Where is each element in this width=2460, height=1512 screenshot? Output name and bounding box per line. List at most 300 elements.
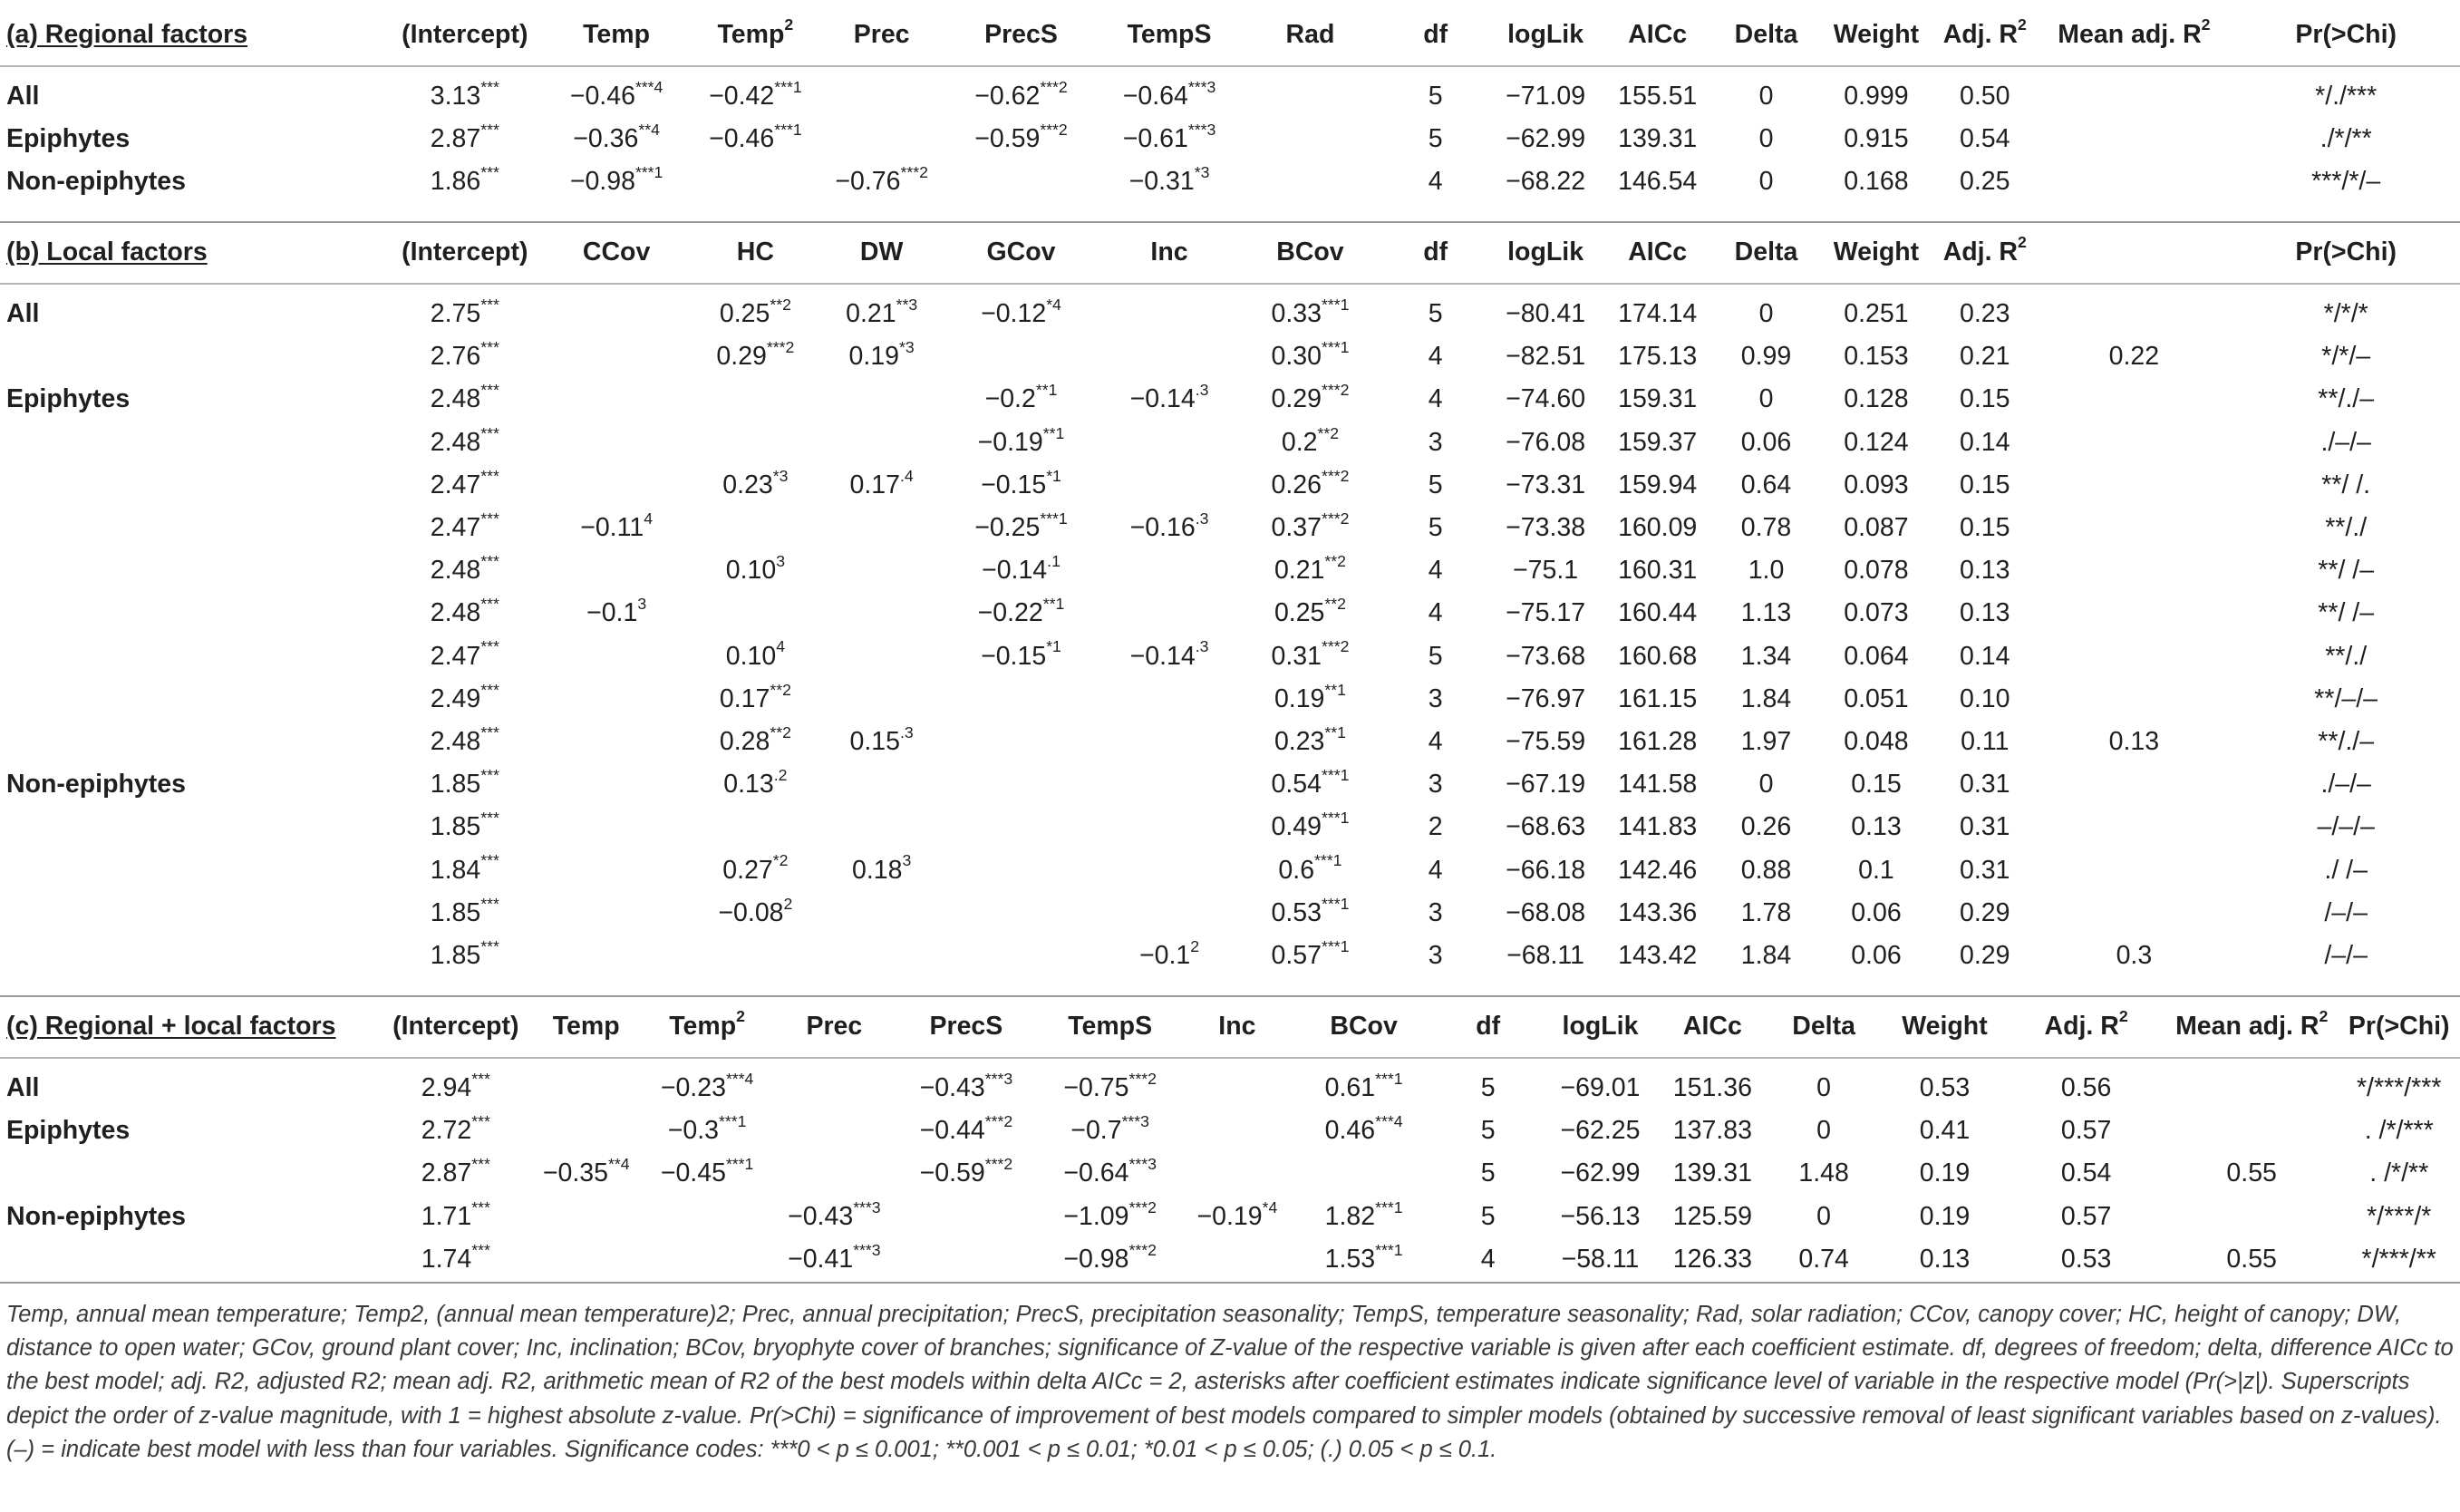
cell-value: */***/**	[2361, 1244, 2436, 1274]
table-cell	[379, 1058, 532, 1110]
cell-value: 3	[1428, 940, 1443, 970]
section-title: (c) Regional + local factors	[6, 1011, 336, 1041]
cell-value: 2.48	[430, 384, 481, 414]
table-cell	[2232, 66, 2460, 118]
table-cell	[1602, 335, 1713, 378]
table-cell	[379, 1152, 532, 1195]
cell-value: 4	[1428, 556, 1443, 586]
table-cell	[386, 848, 543, 891]
cell-value: 0.999	[1844, 82, 1909, 111]
cell-value: −80.41	[1506, 299, 1586, 329]
table-cell	[1541, 1110, 1660, 1152]
table-cell	[2232, 422, 2460, 464]
cell-significance: ***	[471, 1155, 490, 1174]
table-cell	[895, 1058, 1039, 1110]
cell-value: 0	[1816, 1073, 1832, 1103]
table-cell	[1933, 118, 2036, 160]
cell-value: 0.2	[1281, 427, 1318, 457]
table-cell	[1766, 1152, 1883, 1195]
cell-significance: **2	[770, 722, 791, 741]
column-header: Mean adj. $R^2$	[2175, 1007, 2329, 1041]
cell-value: 0.073	[1844, 598, 1909, 628]
table-cell	[1239, 935, 1382, 977]
cell-value: 0.26	[1740, 812, 1792, 842]
table-cell	[543, 66, 690, 118]
table-cell	[386, 284, 543, 335]
table-cell	[543, 763, 690, 806]
column-header: (Intercept)	[392, 1011, 519, 1041]
table-cell	[1381, 422, 1489, 464]
cell-significance: ***2	[1321, 381, 1350, 400]
table-cell	[821, 892, 943, 935]
table-cell	[2036, 635, 2232, 678]
table-cell	[543, 464, 690, 507]
table-row	[0, 1058, 2460, 1110]
table-cell	[1883, 1196, 2008, 1238]
section-divider	[0, 221, 2460, 223]
cell-value: 4	[1428, 726, 1443, 756]
table-cell	[543, 721, 690, 763]
row-group-label	[0, 422, 386, 464]
cell-significance: **2	[1317, 423, 1340, 442]
cell-value: 159.31	[1618, 384, 1698, 414]
table-cell	[690, 935, 821, 977]
column-header: Prec	[806, 1011, 863, 1041]
cell-value: 0.21	[1274, 556, 1325, 586]
table-cell	[2036, 721, 2232, 763]
table-cell	[943, 721, 1100, 763]
table-cell	[2036, 549, 2232, 592]
table-cell	[2338, 1238, 2460, 1281]
column-header: Adj. $R^2$	[1942, 233, 2027, 267]
cell-value: 0.29	[1271, 384, 1322, 414]
table-row	[0, 1238, 2460, 1281]
table-header-row	[0, 995, 2460, 1058]
column-header: Weight	[1833, 237, 1920, 267]
cell-value: 0.17	[849, 470, 901, 499]
table-cell	[1660, 1238, 1765, 1281]
cell-value: 0.15	[1851, 770, 1902, 800]
column-header: DW	[859, 237, 904, 267]
cell-significance: **1	[1324, 722, 1346, 741]
cell-value: **/ /–	[2318, 598, 2375, 628]
cell-value: 5	[1428, 124, 1443, 154]
table-cell	[1602, 284, 1713, 335]
cell-value: 0.13	[723, 770, 774, 800]
cell-value: 1.84	[430, 855, 481, 885]
cell-value: 2.47	[430, 470, 481, 499]
cell-value: 0.168	[1844, 167, 1909, 197]
table-cell	[2036, 464, 2232, 507]
column-header: AICc	[1628, 237, 1688, 267]
cell-value: −74.60	[1506, 384, 1586, 414]
table-cell	[1819, 592, 1933, 635]
table-cell	[1099, 806, 1238, 848]
cell-value: 0.124	[1844, 427, 1909, 457]
section-title: (a) Regional factors	[6, 19, 248, 49]
cell-value: 0.10	[1960, 683, 2010, 713]
table-row	[0, 66, 2460, 118]
column-header: BCov	[1330, 1011, 1398, 1041]
table-cell	[1489, 549, 1602, 592]
cell-value: 4	[1428, 598, 1443, 628]
cell-value: 0.1	[1858, 855, 1894, 885]
column-header: CCov	[582, 237, 651, 267]
table-cell	[1293, 1152, 1436, 1195]
table-row	[0, 378, 2460, 421]
table-cell	[543, 592, 690, 635]
cell-value: 0.06	[1851, 897, 1902, 927]
table-cell	[1099, 507, 1238, 549]
row-group-label	[0, 1238, 379, 1281]
table-cell	[1713, 848, 1819, 891]
table-cell	[1038, 1110, 1182, 1152]
cell-value: 0.19	[1919, 1201, 1971, 1231]
cell-value: −0.08	[718, 897, 784, 927]
row-group-label	[0, 806, 386, 848]
cell-value: 2.48	[430, 726, 481, 756]
table-cell	[943, 892, 1100, 935]
column-header: TempS	[1127, 19, 1212, 49]
table-cell	[2232, 160, 2460, 203]
table-cell	[1933, 160, 2036, 203]
table-cell	[1489, 848, 1602, 891]
table-cell	[2036, 892, 2232, 935]
cell-value: 0.13	[1851, 812, 1902, 842]
table-row	[0, 592, 2460, 635]
cell-value: 0	[1816, 1201, 1832, 1231]
cell-value: −0.19	[1196, 1201, 1263, 1231]
column-header: BCov	[1276, 237, 1344, 267]
cell-value: **/ /.	[2321, 470, 2371, 499]
column-header: Prec	[853, 19, 910, 49]
table-cell	[690, 507, 821, 549]
row-group-label	[0, 335, 386, 378]
cell-value: 0.15	[1960, 384, 2010, 414]
column-header: Delta	[1734, 19, 1798, 49]
cell-value: 0.31	[1960, 855, 2010, 885]
table-cell	[1713, 66, 1819, 118]
cell-value: −0.25	[974, 513, 1041, 543]
table-cell	[2036, 422, 2232, 464]
cell-value: 0.74	[1798, 1244, 1849, 1274]
cell-value: */*/–	[2321, 342, 2371, 372]
row-group-label: Epiphytes	[6, 384, 131, 414]
table-cell	[1541, 1152, 1660, 1195]
row-group-label	[0, 464, 386, 507]
cell-significance: ***2	[1321, 637, 1350, 656]
cell-value: −68.22	[1506, 167, 1586, 197]
table-cell	[1239, 160, 1382, 203]
table-cell	[386, 507, 543, 549]
cell-value: 1.86	[430, 167, 481, 197]
table-cell	[1381, 549, 1489, 592]
cell-significance: ***	[480, 121, 499, 140]
table-cell	[1239, 549, 1382, 592]
table-cell	[690, 160, 821, 203]
cell-value: –/–/–	[2317, 812, 2375, 842]
table-cell	[690, 635, 821, 678]
table-cell	[1381, 464, 1489, 507]
cell-significance: 3	[776, 552, 786, 571]
column-header: Mean adj. $R^2$	[2058, 15, 2211, 49]
cell-value: −0.15	[981, 470, 1047, 499]
row-group-label	[0, 592, 386, 635]
table-cell	[1381, 848, 1489, 891]
table-cell	[943, 763, 1100, 806]
cell-significance: **4	[608, 1155, 630, 1174]
table-cell	[1933, 678, 2036, 721]
cell-significance: **2	[1324, 552, 1346, 571]
footnote-text: Temp, annual mean temperature; Temp2, (annual mean temperature)2; Prec, annual precipitation; PrecS, precipitation seasonality; TempS, temperature seasonality; Rad, solar radiation; CCov, canopy cover; HC, height of canopy; DW, distance to open water; GCov, ground plant cover; Inc, inclination; BCov, bryophyte cover of branches; significance of Z-value of the respective variable is given after each coefficient estimate. df, degrees of freedom; delta, difference AICc to the best model; adj. R2, adjusted R2; mean adj. R2, arithmetic mean of R2 of the best models within delta AICc = 2, asterisks after coefficient estimates indicate significance level of variable in the respective model (Pr(>|z|). Superscripts depict the order of z-value magnitude, with 1 = highest absolute z-value. Pr(>Chi) = significance of improvement of best models compared to simpler models (obtained by successive removal of least significant variables based on z-values). (–) = indicate best model with less than four variables. Significance codes: ***0 < p ≤ 0.001; **0.001 < p ≤ 0.01; *0.01 < p ≤ 0.05; (.) 0.05 < p ≤ 0.1.	[6, 1302, 2454, 1462]
table-cell	[1489, 160, 1602, 203]
cell-value: 0	[1758, 299, 1774, 329]
table-cell	[1099, 678, 1238, 721]
cell-value: 2.47	[430, 513, 481, 543]
table-row	[0, 284, 2460, 335]
column-header: (Intercept)	[402, 19, 528, 49]
cell-value: −0.75	[1063, 1073, 1129, 1103]
table-cell	[1489, 507, 1602, 549]
table-cell	[1239, 892, 1382, 935]
table-cell	[1489, 284, 1602, 335]
cell-significance: *3	[899, 338, 915, 357]
row-group-label: All	[6, 299, 40, 329]
table-row	[0, 1110, 2460, 1152]
cell-value: −0.11	[580, 513, 644, 543]
cell-significance: ***2	[1321, 466, 1350, 485]
cell-value: 1.85	[430, 770, 481, 800]
table-cell	[2036, 507, 2232, 549]
cell-significance: ***	[480, 851, 499, 870]
table-cell	[821, 935, 943, 977]
cell-value: 141.83	[1618, 812, 1698, 842]
table-cell	[821, 464, 943, 507]
table-cell	[1933, 806, 2036, 848]
table-cell	[386, 160, 543, 203]
cell-significance: ***2	[1128, 1197, 1157, 1216]
table-cell	[386, 335, 543, 378]
cell-value: 0.3	[2116, 940, 2153, 970]
table-cell	[640, 1238, 774, 1281]
regional-local-factors-table	[0, 995, 2460, 1281]
cell-significance: ***1	[1375, 1197, 1403, 1216]
cell-value: 1.13	[1740, 598, 1792, 628]
table-row	[0, 507, 2460, 549]
cell-value: −0.76	[835, 167, 901, 197]
cell-value: */***/***	[2356, 1073, 2442, 1103]
table-cell	[1489, 66, 1602, 118]
table-cell	[2232, 118, 2460, 160]
table-cell	[379, 1110, 532, 1152]
table-cell	[1293, 1196, 1436, 1238]
table-cell	[1381, 763, 1489, 806]
table-cell	[895, 1238, 1039, 1281]
table-cell	[943, 806, 1100, 848]
cell-significance: ***1	[1375, 1240, 1403, 1259]
table-cell	[943, 66, 1100, 118]
cell-value: 174.14	[1618, 299, 1698, 329]
cell-value: −0.64	[1122, 82, 1188, 111]
cell-value: 0.15	[849, 726, 901, 756]
cell-value: 139.31	[1672, 1158, 1752, 1188]
cell-value: 0.33	[1271, 299, 1322, 329]
cell-value: 1.78	[1740, 897, 1792, 927]
cell-significance: .3	[1195, 637, 1209, 656]
table-cell	[821, 335, 943, 378]
table-cell	[1038, 1152, 1182, 1195]
table-cell	[1381, 592, 1489, 635]
table-cell	[386, 464, 543, 507]
table-cell	[1381, 284, 1489, 335]
cell-value: 1.34	[1740, 641, 1792, 671]
cell-value: −0.59	[974, 124, 1041, 154]
table-cell	[2232, 284, 2460, 335]
table-cell	[1933, 935, 2036, 977]
table-cell	[1933, 763, 2036, 806]
table-row	[0, 806, 2460, 848]
cell-value: 5	[1428, 470, 1443, 499]
cell-value: 0.53	[1919, 1073, 1971, 1103]
table-cell	[543, 635, 690, 678]
cell-value: −0.14	[1129, 641, 1196, 671]
table-cell	[2007, 1110, 2165, 1152]
row-group-label	[0, 1152, 379, 1195]
column-header: Adj. $R^2$	[1942, 15, 2027, 49]
cell-value: −62.99	[1506, 124, 1586, 154]
cell-significance: ***1	[725, 1155, 754, 1174]
table-cell	[2036, 335, 2232, 378]
cell-significance: ***1	[1321, 295, 1350, 314]
cell-value: 1.74	[421, 1244, 472, 1274]
table-cell	[1819, 335, 1933, 378]
table-cell	[543, 935, 690, 977]
cell-value: −0.3	[667, 1116, 719, 1146]
cell-value: 0.31	[1271, 641, 1322, 671]
table-cell	[1602, 678, 1713, 721]
cell-value: ./–/–	[2320, 427, 2371, 457]
cell-value: 0.25	[1960, 167, 2010, 197]
cell-significance: **1	[1042, 595, 1065, 614]
cell-value: 160.44	[1618, 598, 1698, 628]
table-cell	[2232, 935, 2460, 977]
table-cell	[1435, 1110, 1540, 1152]
table-cell	[1381, 66, 1489, 118]
cell-value: 146.54	[1618, 167, 1698, 197]
cell-value: −0.62	[974, 82, 1041, 111]
table-cell	[1933, 378, 2036, 421]
cell-value: 2.72	[421, 1116, 472, 1146]
table-cell	[2165, 1152, 2339, 1195]
cell-value: 0	[1758, 124, 1774, 154]
cell-significance: ***1	[634, 163, 663, 182]
table-cell	[1435, 1196, 1540, 1238]
table-cell	[1713, 422, 1819, 464]
cell-value: 0.54	[2060, 1158, 2112, 1188]
table-cell	[386, 378, 543, 421]
cell-value: 0.64	[1740, 470, 1792, 499]
table-cell	[1099, 335, 1238, 378]
table-cell	[386, 806, 543, 848]
table-cell	[774, 1152, 894, 1195]
table-cell	[690, 763, 821, 806]
cell-value: 143.42	[1618, 940, 1698, 970]
table-cell	[386, 678, 543, 721]
table-cell	[1602, 160, 1713, 203]
cell-value: 0.21	[846, 299, 896, 329]
cell-significance: 2	[1190, 936, 1200, 955]
table-cell	[1489, 635, 1602, 678]
cell-value: 0.99	[1740, 342, 1792, 372]
row-group-label	[0, 848, 386, 891]
table-cell	[1819, 284, 1933, 335]
cell-value: 0.41	[1919, 1116, 1971, 1146]
table-cell	[1099, 935, 1238, 977]
table-cell	[1239, 806, 1382, 848]
cell-value: 0.49	[1271, 812, 1322, 842]
cell-value: 142.46	[1618, 855, 1698, 885]
cell-value: 143.36	[1618, 897, 1698, 927]
cell-value: 5	[1428, 82, 1443, 111]
cell-value: 0.53	[1271, 897, 1322, 927]
cell-significance: ***	[480, 680, 499, 699]
cell-value: −0.41	[788, 1244, 854, 1274]
cell-value: 161.15	[1618, 683, 1698, 713]
cell-value: 0.18	[851, 855, 903, 885]
table-cell	[543, 549, 690, 592]
table-cell	[690, 378, 821, 421]
table-cell	[1038, 1238, 1182, 1281]
table-cell	[532, 1058, 640, 1110]
cell-value: 5	[1428, 513, 1443, 543]
column-header: Delta	[1734, 237, 1798, 267]
table-cell	[1489, 678, 1602, 721]
table-cell	[379, 1196, 532, 1238]
cell-value: −0.98	[569, 167, 635, 197]
column-header: AICc	[1628, 19, 1688, 49]
table-cell	[1182, 1238, 1293, 1281]
table-cell	[2338, 1058, 2460, 1110]
table-cell	[543, 678, 690, 721]
table-cell	[386, 549, 543, 592]
table-cell	[1381, 160, 1489, 203]
cell-significance: ***	[480, 552, 499, 571]
table-cell	[1713, 549, 1819, 592]
table-cell	[640, 1152, 774, 1195]
table-row	[0, 678, 2460, 721]
cell-value: 0.19	[848, 342, 900, 372]
table-cell	[1602, 549, 1713, 592]
table-cell	[690, 284, 821, 335]
cell-value: 2.48	[430, 556, 481, 586]
cell-value: −69.01	[1560, 1073, 1641, 1103]
cell-value: 0.21	[1960, 342, 2010, 372]
cell-value: 0.25	[719, 299, 770, 329]
cell-value: 139.31	[1618, 124, 1698, 154]
table-cell	[386, 66, 543, 118]
table-cell	[543, 118, 690, 160]
cell-significance: ***3	[1187, 77, 1216, 96]
table-cell	[532, 1110, 640, 1152]
cell-value: 0.15	[1960, 513, 2010, 543]
cell-significance: .2	[773, 766, 788, 785]
column-header: PrecS	[984, 19, 1058, 49]
cell-significance: ***3	[853, 1240, 881, 1259]
column-header: logLik	[1507, 237, 1584, 267]
cell-value: 0.087	[1844, 513, 1909, 543]
cell-significance: **2	[1324, 595, 1346, 614]
table-cell	[543, 892, 690, 935]
